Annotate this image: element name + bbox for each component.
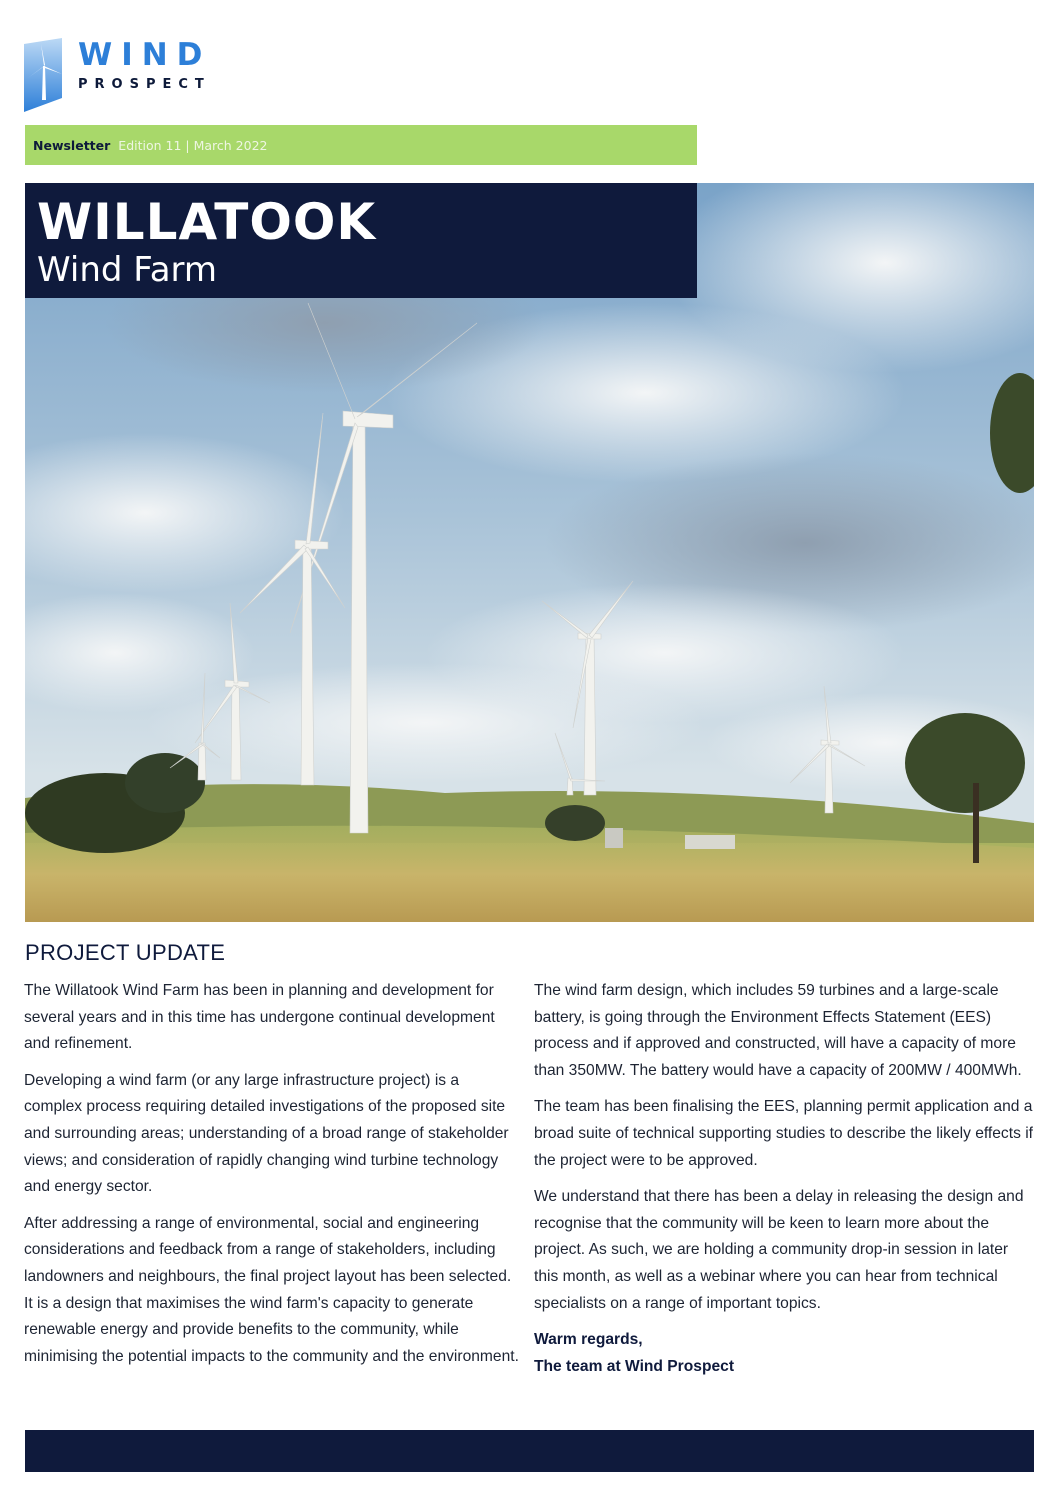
left-column (24, 978, 520, 1380)
left-paragraph-2: Developing a wind farm (or any large infrastructure project) is a complex process requiring detailed investigations of the proposed site and surrounding areas; understanding of a broad range of stakeholder views; and consideration of rapidly changing wind turbine technology and energy sector. (24, 1071, 509, 1196)
logo-subtitle: PROSPECT (78, 77, 211, 92)
wind-turbine-logo-icon (24, 38, 64, 112)
newsletter-ribbon (25, 125, 697, 165)
project-title: WILLATOOK (37, 193, 377, 251)
right-paragraph-2: The team has been finalising the EES, planning permit application and a broad suite of technical supporting studies to describe the likely effects if the project were to be approved. (534, 1098, 1033, 1169)
logo-wordmark: WIND (78, 37, 212, 73)
wind-prospect-logo (24, 38, 224, 114)
project-subtitle: Wind Farm (37, 250, 218, 290)
right-paragraph-1: The wind farm design, which includes 59 turbines and a large-scale battery, is going through the Environment Effects Statement (EES) process and if approved and constructed, will have a capacity of more than 350MW. The battery would have a capacity of 200MW / 400MWh. (534, 982, 1022, 1079)
masthead-title-box (25, 183, 697, 298)
right-column (534, 978, 1034, 1380)
ribbon-edition: Edition 11 | March 2022 (118, 137, 268, 153)
footer-bar (25, 1430, 1034, 1472)
section-heading: PROJECT UPDATE (25, 940, 226, 965)
signoff-team: The team at Wind Prospect (534, 1357, 735, 1375)
right-paragraph-3: We understand that there has been a delay in releasing the design and recognise that the community will be keen to learn more about the project. As such, we are holding a community drop-in session in later this month, as well as a webinar where you can hear from technical specialists on a range of important topics. (534, 1188, 1024, 1312)
ribbon-label: Newsletter (33, 137, 111, 153)
signoff-greeting: Warm regards, (534, 1331, 643, 1349)
left-paragraph-1: The Willatook Wind Farm has been in planning and development for several years and in this time has undergone continual development and refinement. (24, 982, 495, 1053)
left-paragraph-3: After addressing a range of environmental, social and engineering considerations and feedback from a range of stakeholders, including landowners and neighbours, the final project layout has been selected. It is a design that maximises the wind farm's capacity to generate renewable energy and provide benefits to the community, while minimising the potential impacts to the community and the environment. (24, 1214, 519, 1365)
